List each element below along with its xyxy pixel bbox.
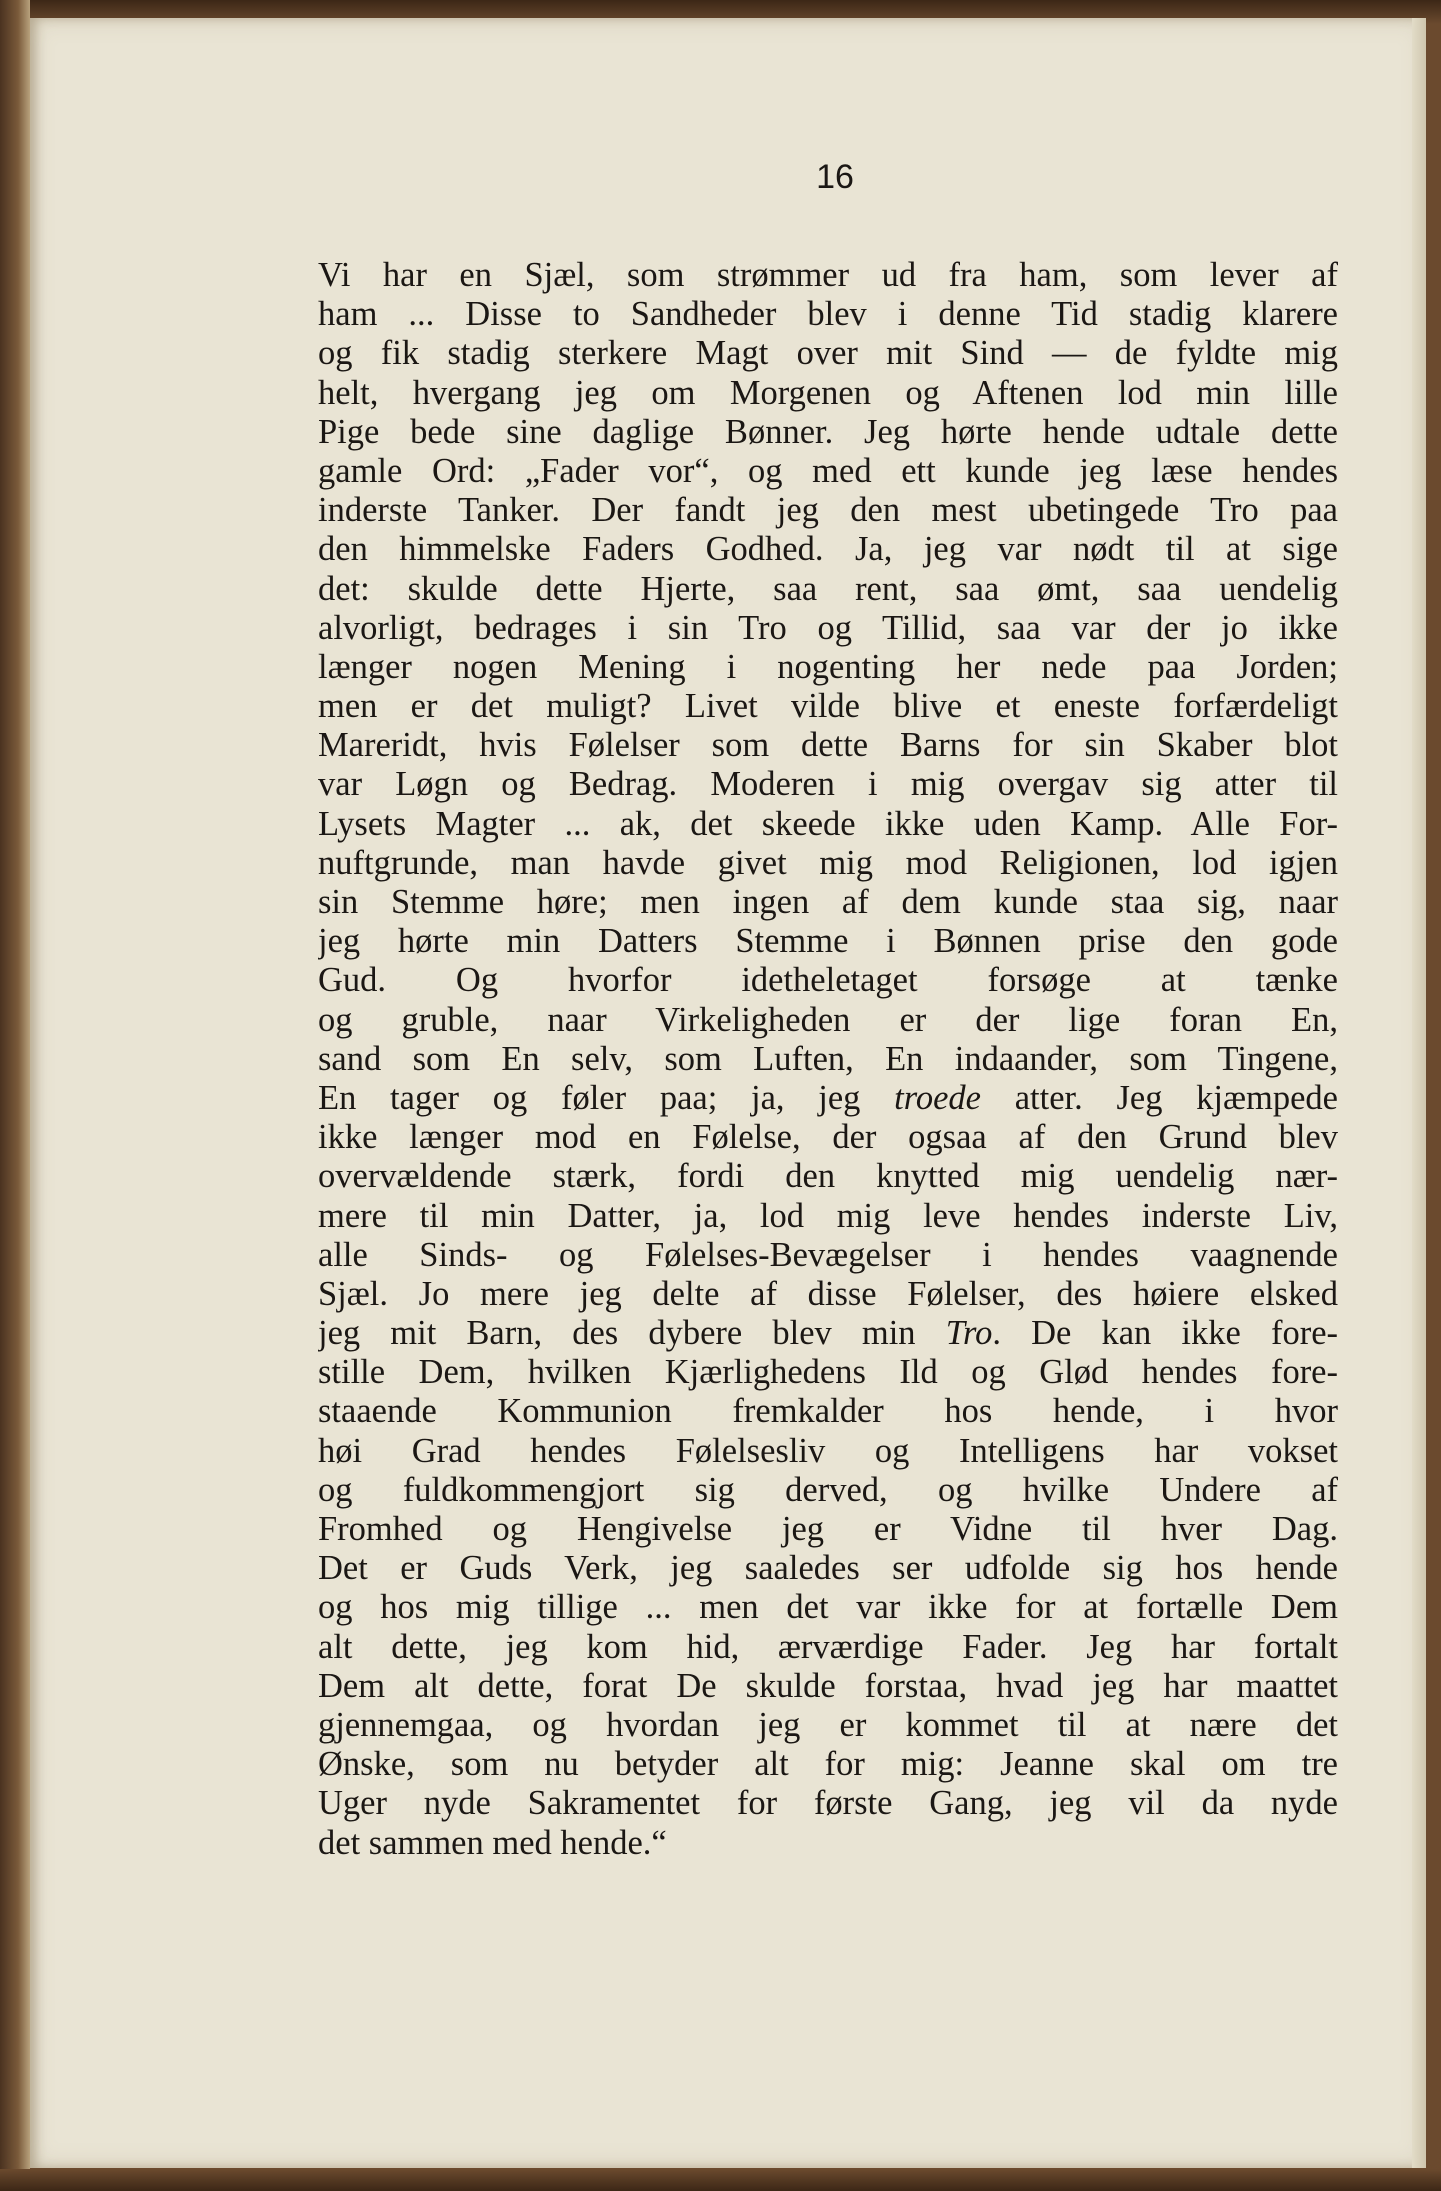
text-line: Pige bede sine daglige Bønner. Jeg hørte hende udtale dette	[318, 412, 1338, 451]
text-segment: . De kan ikke fore-	[992, 1314, 1338, 1353]
book-page	[30, 18, 1426, 2168]
text-line: sand som En selv, som Luften, En indaander, som Tingene,	[318, 1039, 1338, 1078]
text-segment: jeg mit Barn, des dybere blev min	[318, 1314, 946, 1353]
text-line: inderste Tanker. Der fandt jeg den mest ubetingede Tro paa	[318, 491, 1338, 530]
italic-text: troede	[894, 1078, 981, 1117]
text-line: det sammen med hende.“	[318, 1823, 667, 1862]
text-segment: atter. Jeg kjæmpede	[981, 1078, 1338, 1117]
text-line: jeg hørte min Datters Stemme i Bønnen prise den gode	[318, 922, 1338, 961]
page-edge	[1412, 18, 1426, 2168]
text-line: og fuldkommengjort sig derved, og hvilke Undere af	[318, 1470, 1338, 1509]
text-line: og fik stadig sterkere Magt over mit Sind — de fyldte mig	[318, 334, 1338, 373]
text-line	[318, 1079, 1338, 1118]
text-line: men er det muligt? Livet vilde blive et eneste forfærdeligt	[318, 687, 1338, 726]
text-line: Gud. Og hvorfor idetheletaget forsøge at tænke	[318, 961, 1338, 1000]
text-line: alvorligt, bedrages i sin Tro og Tillid, saa var der jo ikke	[318, 608, 1338, 647]
text-line: helt, hvergang jeg om Morgenen og Aftenen lod min lille	[318, 373, 1338, 412]
text-line: alt dette, jeg kom hid, ærværdige Fader. Jeg har fortalt	[318, 1627, 1338, 1666]
text-line: gjennemgaa, og hvordan jeg er kommet til at nære det	[318, 1705, 1338, 1744]
text-line: det: skulde dette Hjerte, saa rent, saa ømt, saa uendelig	[318, 569, 1338, 608]
text-line: staaende Kommunion fremkalder hos hende, i hvor	[318, 1392, 1338, 1431]
text-segment: En tager og føler paa; ja, jeg	[318, 1078, 895, 1117]
text-line: den himmelske Faders Godhed. Ja, jeg var nødt til at sige	[318, 530, 1338, 569]
text-line: mere til min Datter, ja, lod mig leve hendes inderste Liv,	[318, 1196, 1338, 1235]
text-line: ikke længer mod en Følelse, der ogsaa af den Grund blev	[318, 1118, 1338, 1157]
text-line: overvældende stærk, fordi den knytted mig uendelig nær-	[318, 1157, 1338, 1196]
text-line: Mareridt, hvis Følelser som dette Barns for sin Skaber blot	[318, 726, 1338, 765]
page-number: 16	[816, 158, 854, 196]
text-line: var Løgn og Bedrag. Moderen i mig overgav sig atter til	[318, 765, 1338, 804]
text-line	[318, 1314, 1338, 1353]
text-line: Det er Guds Verk, jeg saaledes ser udfolde sig hos hende	[318, 1549, 1338, 1588]
text-line: høi Grad hendes Følelsesliv og Intelligens har vokset	[318, 1431, 1338, 1470]
body-text	[318, 256, 1338, 1863]
text-line: Vi har en Sjæl, som strømmer ud fra ham, som lever af	[318, 256, 1338, 294]
text-line: længer nogen Mening i nogenting her nede paa Jorden;	[318, 647, 1338, 686]
text-line: Lysets Magter ... ak, det skeede ikke uden Kamp. Alle For-	[318, 804, 1338, 843]
text-line: Fromhed og Hengivelse jeg er Vidne til hver Dag.	[318, 1510, 1338, 1548]
text-line: Dem alt dette, forat De skulde forstaa, hvad jeg har maattet	[318, 1666, 1338, 1705]
book-spine-edge	[0, 0, 30, 2191]
text-line: ham ... Disse to Sandheder blev i denne Tid stadig klarere	[318, 295, 1338, 334]
text-line: stille Dem, hvilken Kjærlighedens Ild og Glød hendes fore-	[318, 1353, 1338, 1392]
text-line: og hos mig tillige ... men det var ikke for at fortælle Dem	[318, 1588, 1338, 1627]
text-line: Ønske, som nu betyder alt for mig: Jeanne skal om tre	[318, 1745, 1338, 1784]
text-line: sin Stemme høre; men ingen af dem kunde staa sig, naar	[318, 883, 1338, 921]
text-line: Sjæl. Jo mere jeg delte af disse Følelser, des høiere elsked	[318, 1274, 1338, 1313]
text-line: alle Sinds- og Følelses-Bevægelser i hendes vaagnende	[318, 1235, 1338, 1274]
text-line: gamle Ord: „Fader vor“, og med ett kunde jeg læse hendes	[318, 451, 1338, 490]
text-line: Uger nyde Sakramentet for første Gang, jeg vil da nyde	[318, 1784, 1338, 1823]
book-cover-bottom	[0, 2169, 1441, 2191]
text-line: og gruble, naar Virkeligheden er der lige foran En,	[318, 1000, 1338, 1039]
italic-text: Tro	[945, 1314, 993, 1353]
text-line: nuftgrunde, man havde givet mig mod Religionen, lod igjen	[318, 843, 1338, 882]
